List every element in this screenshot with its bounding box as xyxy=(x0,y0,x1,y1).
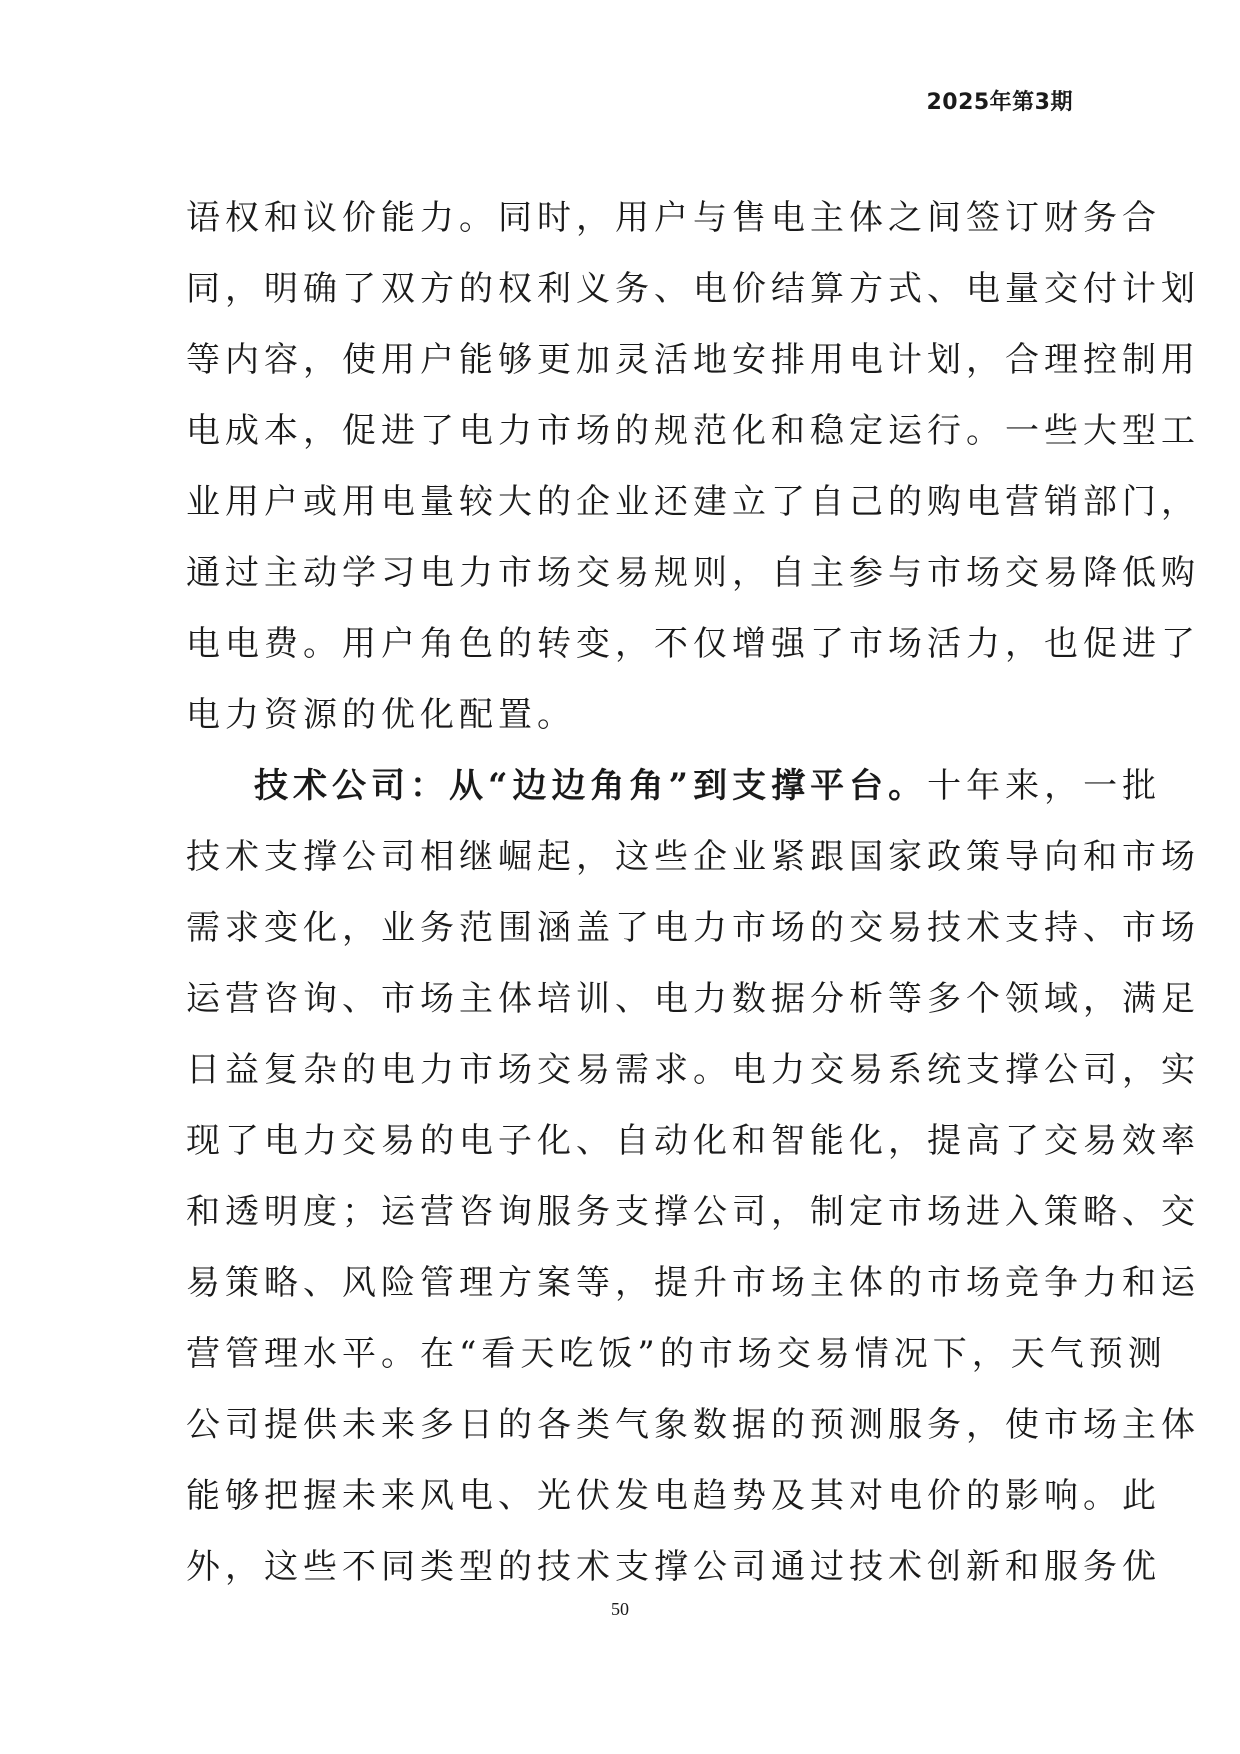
issue-label: 2025年第3期 xyxy=(926,90,1073,115)
text-line: 外，这些不同类型的技术支撑公司通过技术创新和服务优 xyxy=(186,1547,1161,1587)
text-line: 电力资源的优化配置。 xyxy=(186,695,576,735)
text-line: 需求变化，业务范围涵盖了电力市场的交易技术支持、市场 xyxy=(186,908,1200,948)
text-line: 通过主动学习电力市场交易规则，自主参与市场交易降低购 xyxy=(186,553,1200,593)
text-line: 营管理水平。在“看天吃饭”的市场交易情况下，天气预测 xyxy=(186,1334,1167,1374)
page-number: 50 xyxy=(611,1599,629,1619)
text-line: 易策略、风险管理方案等，提升市场主体的市场竞争力和运 xyxy=(186,1263,1200,1303)
text-line: 电电费。用户角色的转变，不仅增强了市场活力，也促进了 xyxy=(186,624,1200,664)
section-first-line-text: 十年来，一批 xyxy=(927,766,1162,806)
section-lead-in: 技术公司：从“边边角角”到支撑平台。 xyxy=(254,766,928,806)
text-line: 业用户或用电量较大的企业还建立了自己的购电营销部门， xyxy=(186,482,1200,522)
article-body xyxy=(186,183,1200,1603)
section-first-line xyxy=(186,751,1162,822)
text-line: 电成本，促进了电力市场的规范化和稳定运行。一些大型工 xyxy=(186,411,1200,451)
text-line: 和透明度；运营咨询服务支撑公司，制定市场进入策略、交 xyxy=(186,1192,1200,1232)
text-line: 技术支撑公司相继崛起，这些企业紧跟国家政策导向和市场 xyxy=(186,837,1200,877)
text-line: 日益复杂的电力市场交易需求。电力交易系统支撑公司，实 xyxy=(186,1050,1200,1090)
text-line: 公司提供未来多日的各类气象数据的预测服务，使市场主体 xyxy=(186,1405,1200,1445)
text-line: 同，明确了双方的权利义务、电价结算方式、电量交付计划 xyxy=(186,269,1200,309)
text-line: 能够把握未来风电、光伏发电趋势及其对电价的影响。此 xyxy=(186,1476,1161,1516)
text-line: 语权和议价能力。同时，用户与售电主体之间签订财务合 xyxy=(186,198,1161,238)
text-line: 等内容，使用户能够更加灵活地安排用电计划，合理控制用 xyxy=(186,340,1200,380)
text-line: 现了电力交易的电子化、自动化和智能化，提高了交易效率 xyxy=(186,1121,1200,1161)
text-line: 运营咨询、市场主体培训、电力数据分析等多个领域，满足 xyxy=(186,979,1200,1019)
